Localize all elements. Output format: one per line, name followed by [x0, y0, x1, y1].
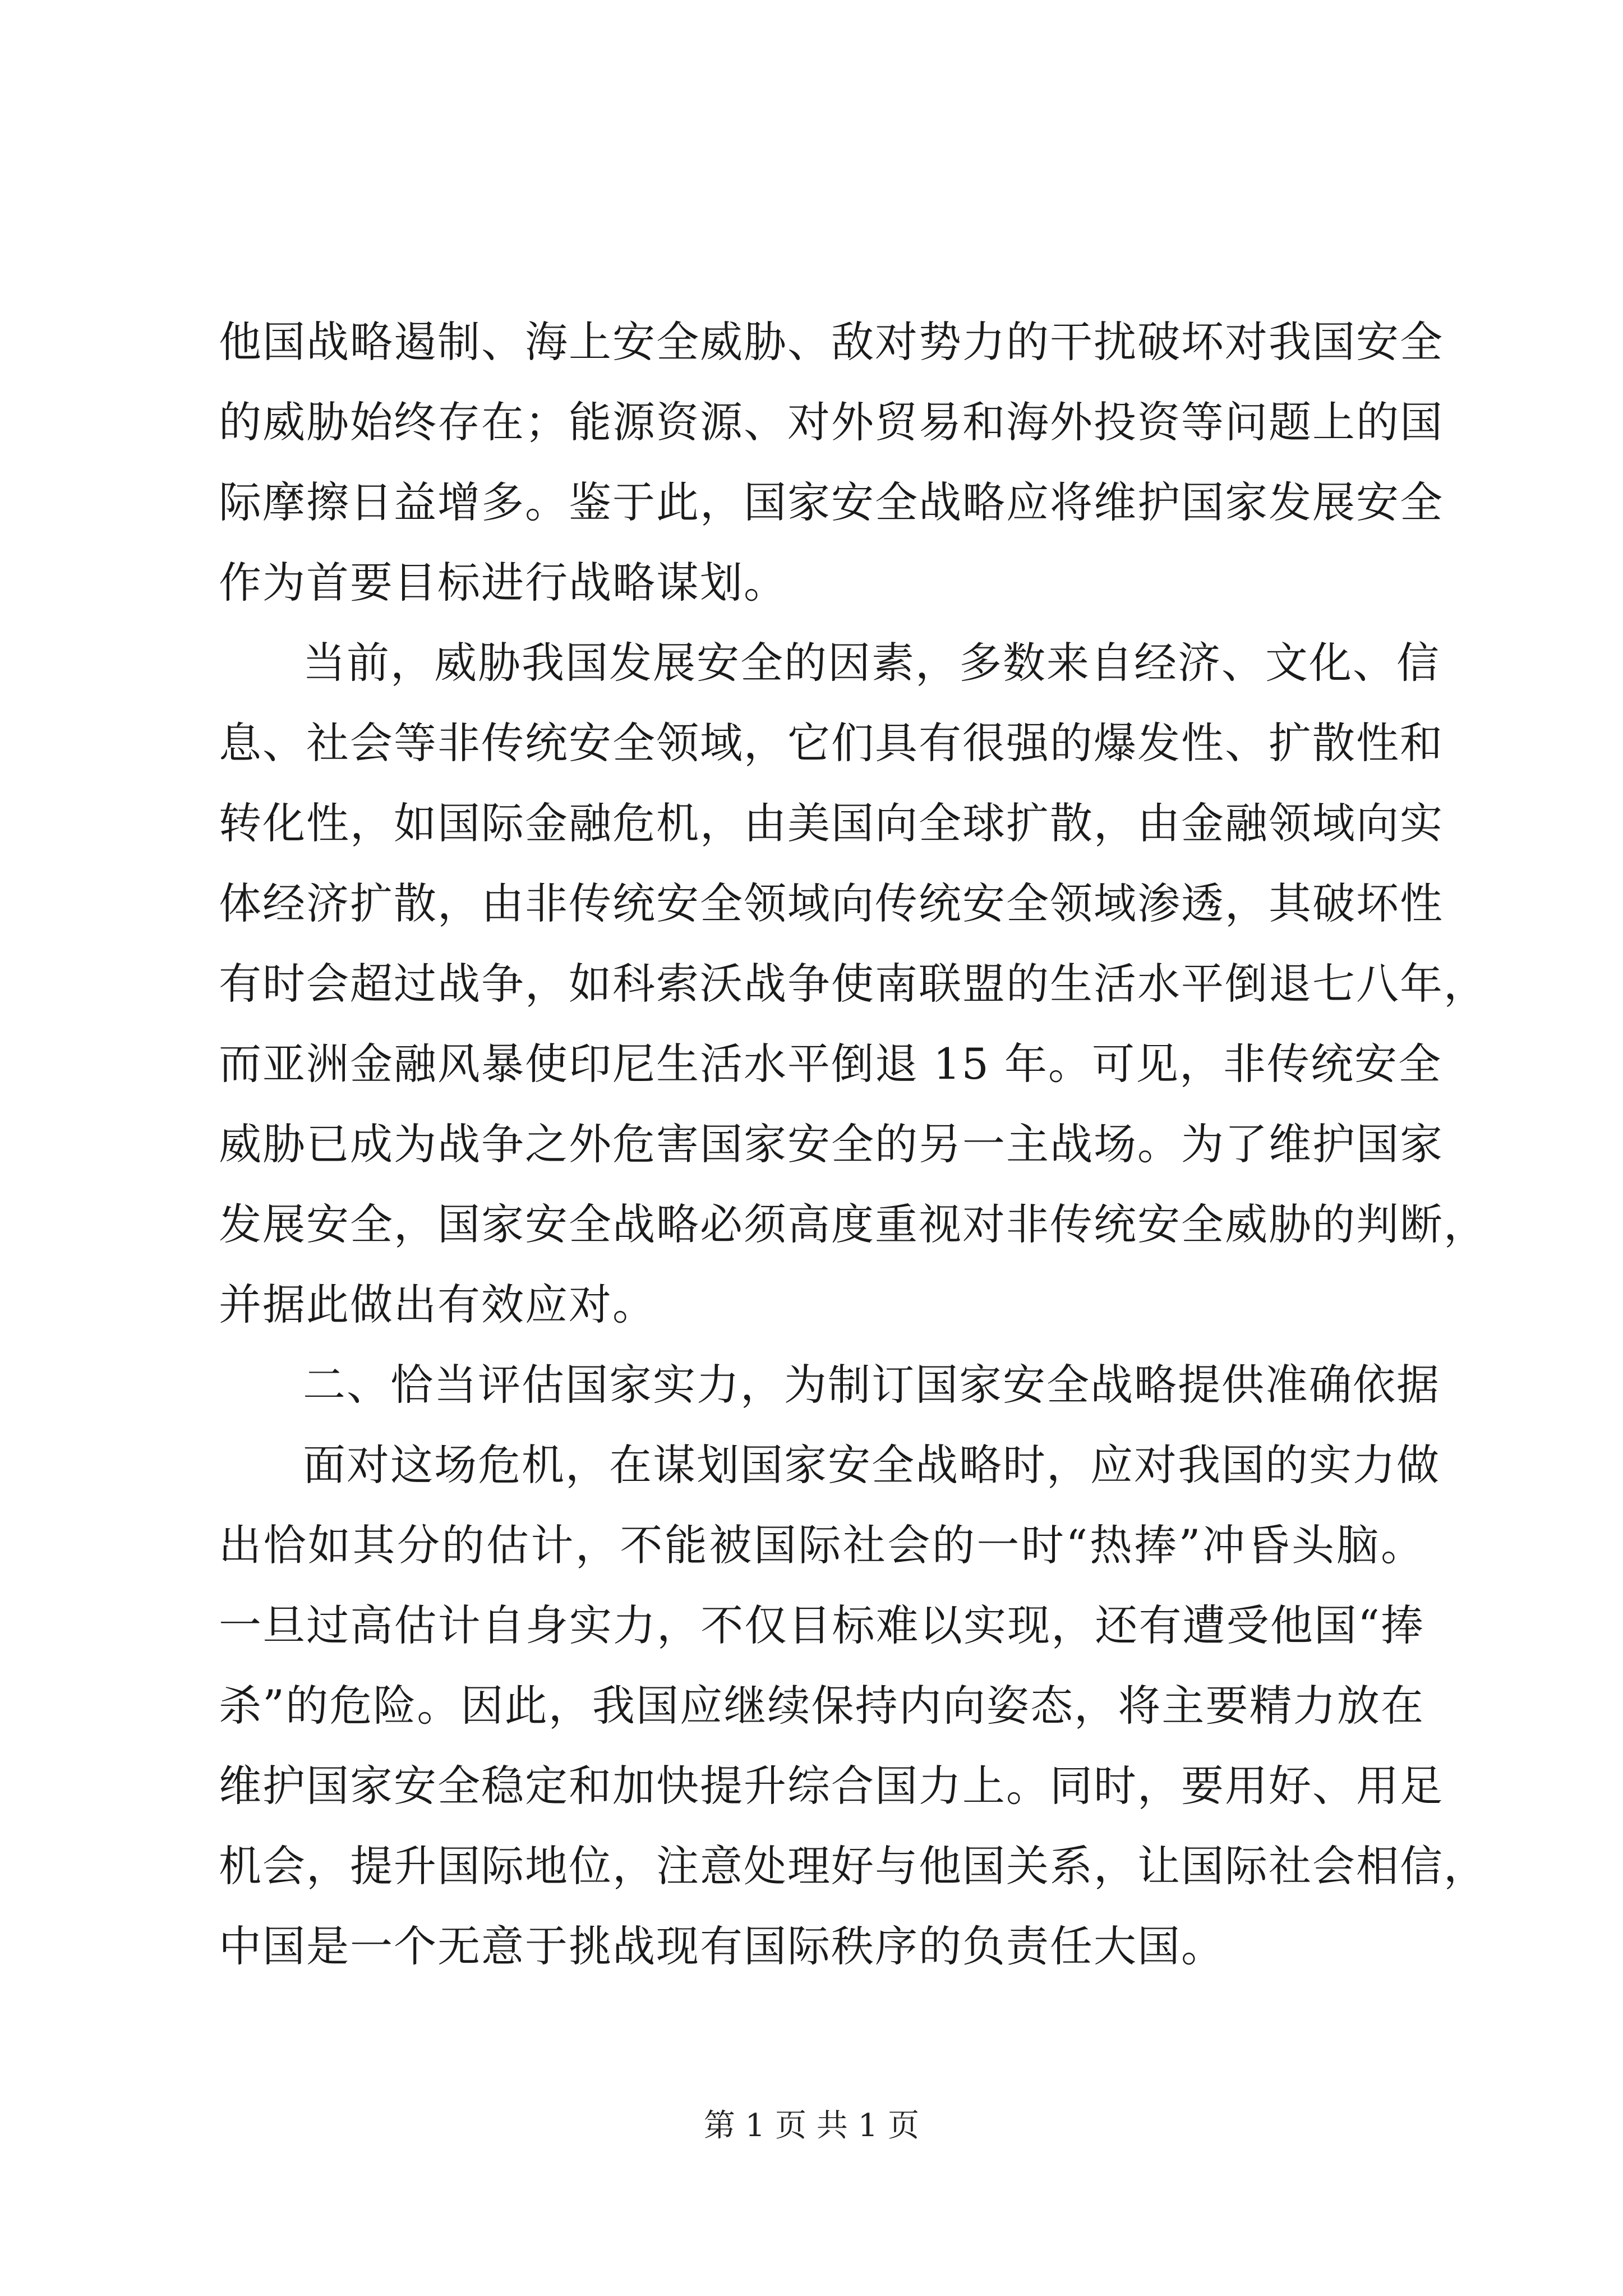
text-line: 威胁已成为战争之外危害国家安全的另一主战场。为了维护国家 — [219, 1119, 1444, 1169]
text-line: 他国战略遏制、海上安全威胁、敌对势力的干扰破坏对我国安全 — [219, 317, 1444, 367]
text-line: 机会，提升国际地位，注意处理好与他国关系，让国际社会相信， — [219, 1841, 1487, 1891]
text-line: 体经济扩散，由非传统安全领域向传统安全领域渗透，其破坏性 — [219, 878, 1444, 928]
text-line: 出恰如其分的估计，不能被国际社会的一时“热捧”冲昏头脑。 — [219, 1520, 1424, 1570]
text-line: 中国是一个无意于挑战现有国际秩序的负责任大国。 — [219, 1921, 1225, 1971]
text-line: 面对这场危机，在谋划国家安全战略时，应对我国的实力做 — [303, 1440, 1440, 1490]
text-line: 有时会超过战争，如科索沃战争使南联盟的生活水平倒退七八年， — [219, 959, 1487, 1009]
text-line: 的威胁始终存在；能源资源、对外贸易和海外投资等问题上的国 — [219, 397, 1444, 447]
page-footer: 第 1 页 共 1 页 — [703, 2108, 920, 2144]
text-line: 而亚洲金融风暴使印尼生活水平倒退 15 年。可见，非传统安全 — [219, 1039, 1442, 1089]
text-line: 发展安全，国家安全战略必须高度重视对非传统安全威胁的判断， — [219, 1199, 1487, 1249]
text-line: 当前，威胁我国发展安全的因素，多数来自经济、文化、信 — [303, 638, 1440, 688]
text-line: 杀”的危险。因此，我国应继续保持内向姿态，将主要精力放在 — [219, 1681, 1424, 1731]
section-heading: 二、恰当评估国家实力，为制订国家安全战略提供准确依据 — [303, 1360, 1440, 1410]
text-line: 作为首要目标进行战略谋划。 — [219, 558, 787, 608]
text-line: 并据此做出有效应对。 — [219, 1280, 656, 1329]
text-line: 息、社会等非传统安全领域，它们具有很强的爆发性、扩散性和 — [219, 718, 1444, 768]
text-line: 一旦过高估计自身实力，不仅目标难以实现，还有遭受他国“捧 — [219, 1600, 1424, 1650]
text-line: 际摩擦日益增多。鉴于此，国家安全战略应将维护国家发展安全 — [219, 477, 1444, 527]
text-line: 转化性，如国际金融危机，由美国向全球扩散，由金融领域向实 — [219, 798, 1444, 848]
text-line: 维护国家安全稳定和加快提升综合国力上。同时，要用好、用足 — [219, 1761, 1444, 1811]
